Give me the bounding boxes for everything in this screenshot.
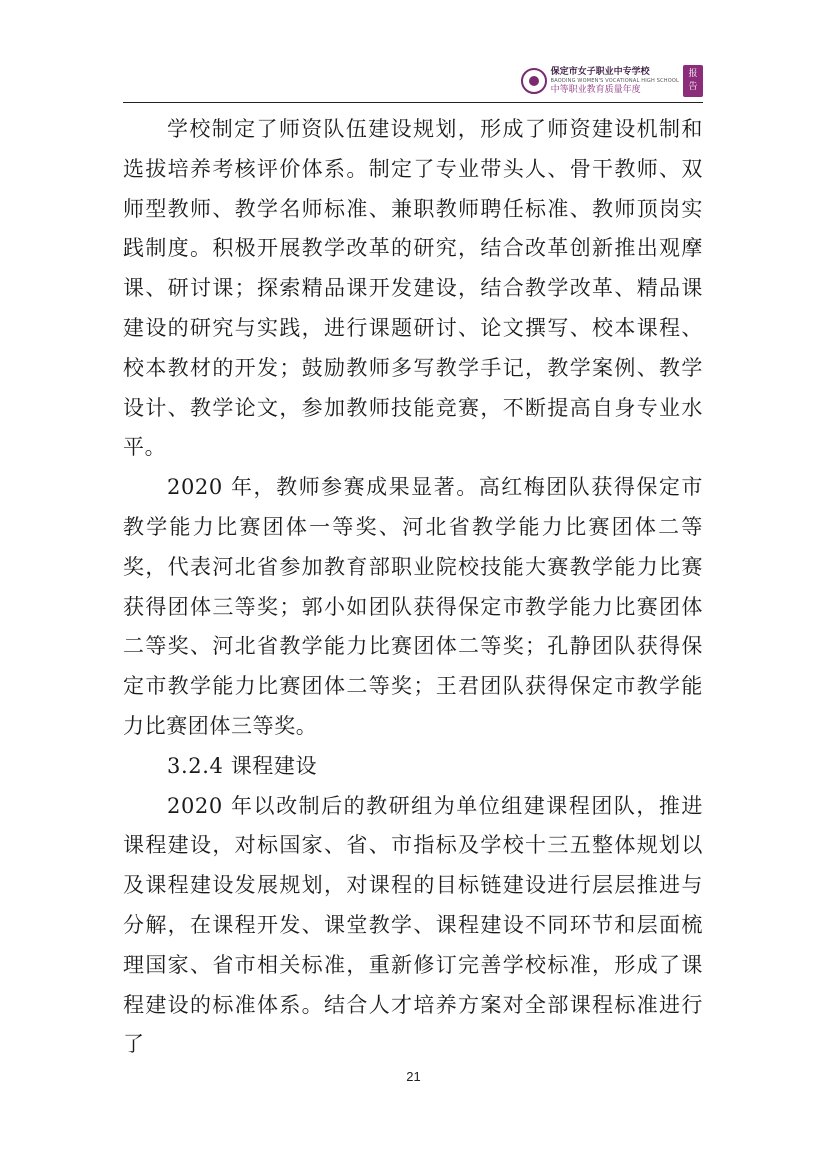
paragraph-teacher-team: 学校制定了师资队伍建设规划，形成了师资建设机制和选拔培养考核评价体系。制定了专业带头人、骨干教师、双师型教师、教学名师标准、兼职教师聘任标准、教师顶岗实践制度。积极开展教学改革的研究，结合改革创新推出观摩课、研讨课；探索精品课开发建设，结合教学改革、精品课建设的研究与实践，进行课题研讨、论文撰写、校本课程、校本教材的开发；鼓励教师多写教学手记，教学案例、教学设计、教学论文，参加教师技能竞赛，不断提高自身专业水平。 [123,117,703,460]
school-name: 保定市女子职业中专学校 [550,66,650,77]
paragraph-competition-results: 2020 年，教师参赛成果显著。高红梅团队获得保定市教学能力比赛团体一等奖、河北省教学能力比赛团体二等奖，代表河北省参加教育部职业院校技能大赛教学能力比赛获得团体三等奖；郭小如团队获得保定市教学能力比赛团体二等奖、河北省教学能力比赛团体二等奖；孔静团队获得保定市教学能力比赛团体二等奖；王君团队获得保定市教学能力比赛团体三等奖。 [123,475,703,738]
document-body [123,110,703,1065]
section-heading: 3.2.4 课程建设 [167,753,318,778]
header-divider [123,102,703,103]
report-badge-line2: 告 [688,82,698,92]
school-seal-icon [521,68,547,94]
logo-text [551,67,679,96]
school-logo-block [521,62,703,100]
report-badge-line1: 报 [688,69,698,79]
report-subtitle: 中等职业教育质量年度 [550,84,641,95]
report-badge [683,65,703,97]
paragraph-course-construction: 2020 年以改制后的教研组为单位组建课程团队，推进课程建设，对标国家、省、市指标及学校十三五整体规划以及课程建设发展规划，对课程的目标链建设进行层层推进与分解，在课程开发、课堂教学、课程建设不同环节和层面梳理国家、省市相关标准，重新修订完善学校标准，形成了课程建设的标准体系。结合人才培养方案对全部课程标准进行了 [123,793,703,1057]
school-name-en: BAODING WOMEN'S VOCATIONAL HIGH SCHOOL [550,77,679,84]
page-number: 21 [406,1069,421,1084]
page-header [123,62,703,102]
